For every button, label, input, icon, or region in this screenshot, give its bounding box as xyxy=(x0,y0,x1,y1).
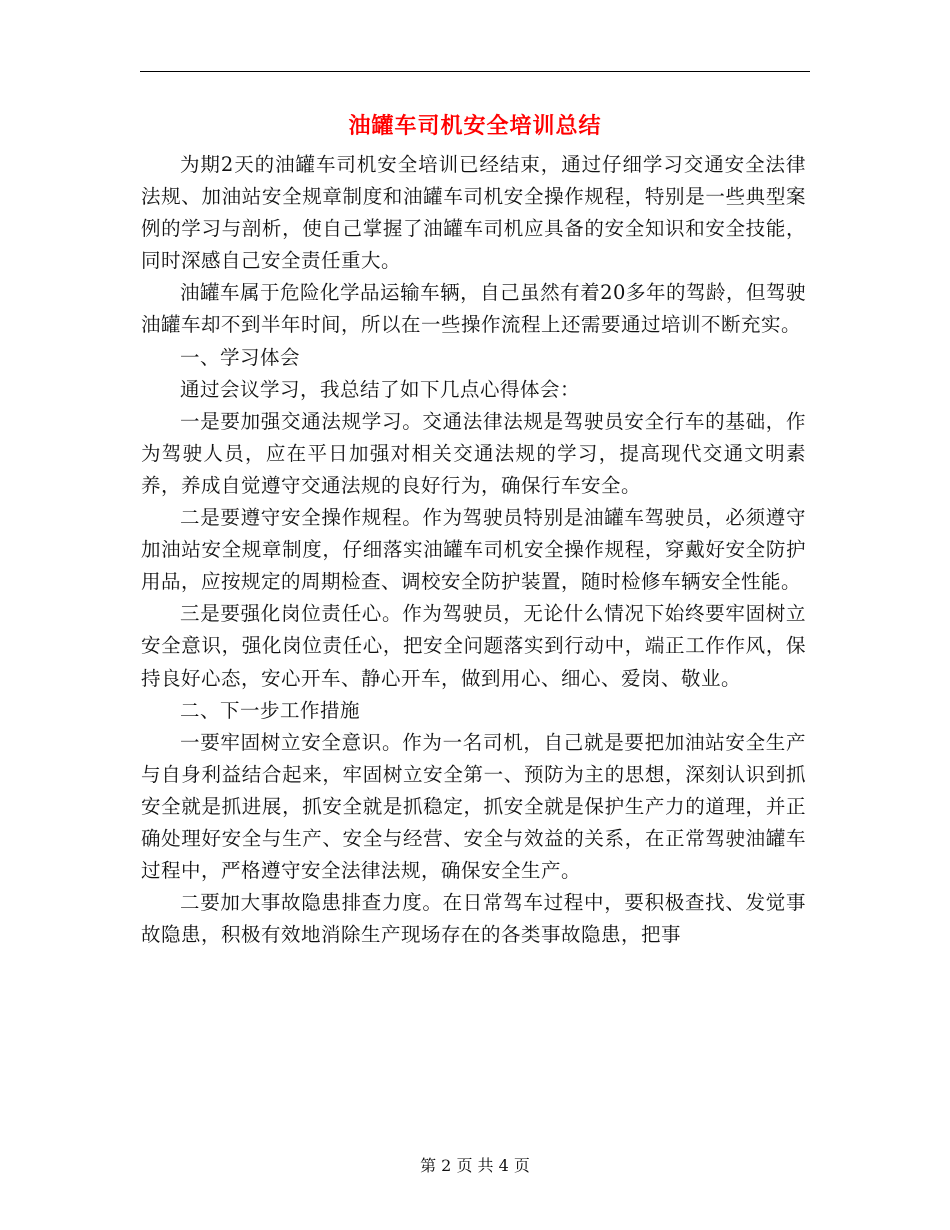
paragraph-point-2: 二是要遵守安全操作规程。作为驾驶员特别是油罐车驾驶员，必须遵守加油站安全规章制度，仔细落实油罐车司机安全操作规程，穿戴好安全防护用品，应按规定的周期检查、调校安全防护装置，随时检修车辆安全性能。 xyxy=(141,506,806,594)
document-title: 油罐车司机安全培训总结 xyxy=(348,113,602,139)
paragraph-measure-1: 一要牢固树立安全意识。作为一名司机，自己就是要把加油站安全生产与自身利益结合起来，牢固树立安全第一、预防为主的思想，深刻认识到抓安全就是抓进展，抓安全就是抓稳定，抓安全就是保护生产力的道理，并正确处理好安全与生产、安全与经营、安全与效益的关系，在正常驾驶油罐车过程中，严格遵守安全法律法规，确保安全生产。 xyxy=(141,730,806,883)
paragraph-learning-intro: 通过会议学习，我总结了如下几点心得体会： xyxy=(180,377,581,401)
section-heading-next-steps: 二、下一步工作措施 xyxy=(180,698,361,722)
paragraph-measure-2: 二要加大事故隐患排查力度。在日常驾车过程中，要积极查找、发觉事故隐患，积极有效地消除生产现场存在的各类事故隐患，把事 xyxy=(141,891,806,947)
section-heading-learning: 一、学习体会 xyxy=(180,345,301,369)
page-number: 第 2 页 共 4 页 xyxy=(420,1156,530,1175)
header-rule xyxy=(140,71,810,72)
paragraph-background: 油罐车属于危险化学品运输车辆，自己虽然有着20多年的驾龄，但驾驶油罐车却不到半年时间，所以在一些操作流程上还需要通过培训不断充实。 xyxy=(141,281,806,337)
paragraph-point-1: 一是要加强交通法规学习。交通法律法规是驾驶员安全行车的基础，作为驾驶人员，应在平日加强对相关交通法规的学习，提高现代交通文明素养，养成自觉遵守交通法规的良好行为，确保行车安全。 xyxy=(141,409,806,497)
paragraph-intro: 为期2天的油罐车司机安全培训已经结束，通过仔细学习交通安全法律法规、加油站安全规章制度和油罐车司机安全操作规程，特别是一些典型案例的学习与剖析，使自己掌握了油罐车司机应具备的安全知识和安全技能，同时深感自己安全责任重大。 xyxy=(141,153,806,273)
document-body xyxy=(141,149,806,951)
paragraph-point-3: 三是要强化岗位责任心。作为驾驶员，无论什么情况下始终要牢固树立安全意识，强化岗位责任心，把安全问题落实到行动中，端正工作作风，保持良好心态，安心开车、静心开车，做到用心、细心、爱岗、敬业。 xyxy=(141,602,806,690)
